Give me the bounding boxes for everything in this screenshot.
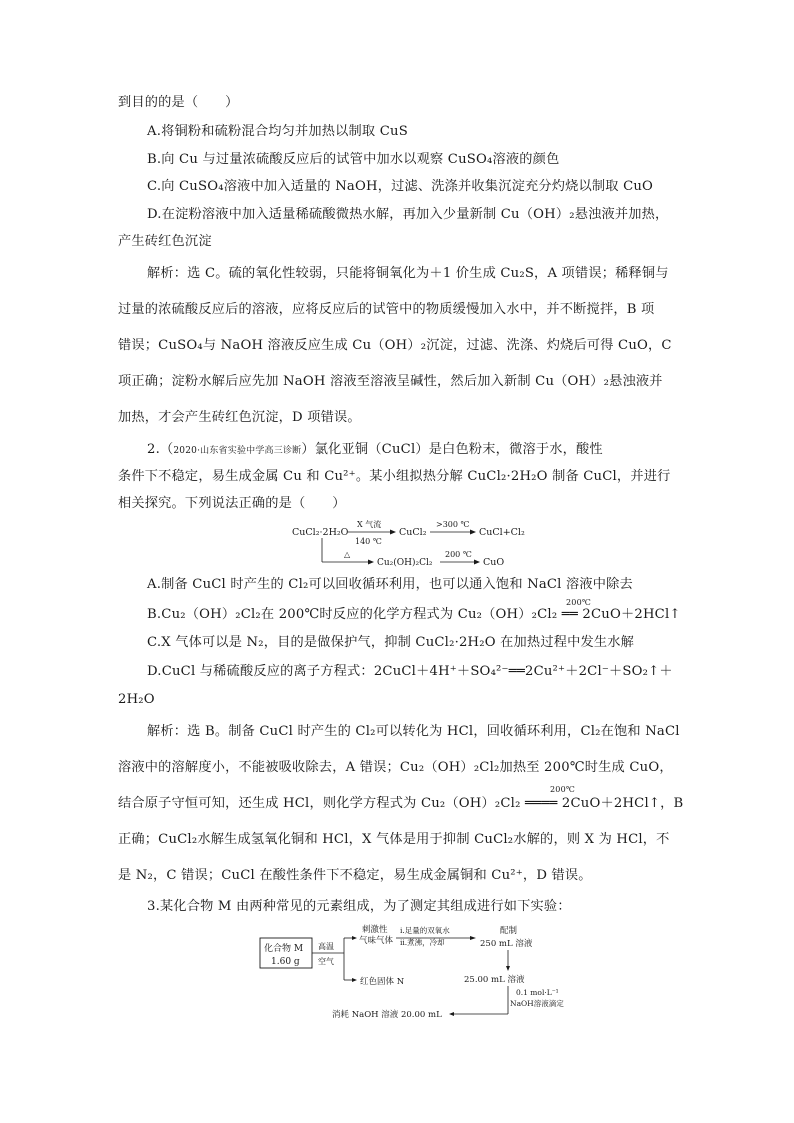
heat-condition-top: 高温 [318,942,334,951]
titration-arrow-head [449,1012,454,1016]
compound-mass: 1.60 g [271,957,300,967]
oxidation-arrow-head [470,936,476,940]
scheme-arrow-1-head [390,530,396,535]
compound-name: 化合物 M [264,944,304,954]
option-c: C.向 CuSO₄溶液中加入适量的 NaOH，过滤、洗涤并收集沉淀充分灼烧以制取 CuO [147,179,654,194]
option-2b-condition: 200℃ [566,598,592,607]
question-2-line2: 条件下不稳定，易生成金属 Cu 和 Cu²⁺。某小组拟热分解 CuCl₂·2H₂O 制备 CuCl，并进行 [118,469,671,484]
question-number: 2.（ [147,442,174,457]
option-a: A.将铜粉和硫粉混合均匀并加热以制取 CuS [147,124,408,139]
experiment-flowchart [258,920,588,1025]
option-2d: D.CuCl 与稀硫酸反应的离子方程式：2CuCl＋4H⁺＋SO₄²⁻══2Cu²⁺＋2Cl⁻＋SO₂↑＋ [147,664,673,679]
scheme-arrow-3-head [474,560,480,565]
analysis-2-line1: 解析：选 B。制备 CuCl 时产生的 Cl₂可以转化为 HCl，回收循环利用，Cl₂在饱和 NaCl [147,724,680,739]
analysis-1-line3: 错误；CuSO₄与 NaOH 溶液反应生成 Cu（OH）₂沉淀，过滤、洗涤、灼烧后可得 CuO，C [118,338,672,353]
analysis-2-line2: 溶液中的溶解度小，不能被吸收除去，A 错误；Cu₂（OH）₂Cl₂加热至 200℃时生成 CuO， [118,760,673,775]
analysis-1-line1: 解析：选 C。硫的氧化性较弱，只能将铜氧化为＋1 价生成 Cu₂S，A 项错误；稀释铜与 [147,266,669,281]
question-3-stem: 3.某化合物 M 由两种常见的元素组成，为了测定其组成进行如下实验： [147,899,571,914]
scheme-start: CuCl₂·2H₂O [292,527,349,538]
scheme-arrow-2-top: >300 ℃ [436,520,470,529]
solution-25: 25.00 mL 溶液 [464,975,525,985]
scheme-final: CuO [483,557,505,568]
option-d-cont: 产生砖红色沉淀 [118,234,212,249]
question-source: 2020·山东省实验中学高三诊断 [173,446,302,456]
analysis-2-line5: 是 N₂，C 错误；CuCl 在酸性条件下不稳定，易生成金属铜和 Cu²⁺，D 错误。 [118,868,592,883]
option-d: D.在淀粉溶液中加入适量稀硫酸微热水解，再加入少量新制 Cu（OH）₂悬浊液并加热， [147,207,669,222]
heat-condition-bottom: 空气 [318,957,334,966]
question-2-line1 [147,440,707,461]
titrant-concentration: 0.1 mol·L⁻¹ [516,988,559,997]
scheme-arrow-2-head [470,530,476,535]
titration-result: 消耗 NaOH 溶液 20.00 mL [332,1010,442,1020]
dilution-arrow-head [506,966,510,971]
gas-branch-head [352,936,357,940]
analysis-1-line5: 加热，才会产生砖红色沉淀，D 项错误。 [118,410,361,425]
analysis-2-line4: 正确；CuCl₂水解生成氢氧化铜和 HCl，X 气体是用于抑制 CuCl₂水解的，则 X 为 HCl，不 [118,832,670,847]
red-solid: 红色固体 N [360,977,405,987]
prep-label: 配制 [500,926,518,936]
scheme-branch-label: △ [344,550,351,559]
titrant-name: NaOH溶液滴定 [510,999,564,1008]
reaction-scheme [290,516,550,572]
oxidation-step-2: ⅱ.煮沸，冷却 [400,938,445,947]
question-2-text: ）氯化亚铜（CuCl）是白色粉末，微溶于水，酸性 [301,442,603,457]
scheme-arrow-1-bottom: 140 ℃ [355,537,382,546]
scheme-mid: CuCl₂ [399,527,427,538]
solid-branch-head [352,978,357,982]
scheme-branch-product: Cu₂(OH)₂Cl₂ [377,558,433,568]
option-2a: A.制备 CuCl 时产生的 Cl₂可以回收循环利用，也可以通入饱和 NaCl 溶液中除去 [147,577,633,592]
question-stem-tail: 到目的的是（ ） [118,95,239,110]
option-b: B.向 Cu 与过量浓硫酸反应后的试管中加水以观察 CuSO₄溶液的颜色 [147,152,560,167]
question-2-line3: 相关探究。下列说法正确的是（ ） [118,496,346,511]
gas-label-1: 刺激性 [362,925,388,935]
analysis-2-condition: 200℃ [550,785,576,794]
scheme-arrow-1-top: X 气流 [357,520,382,529]
scheme-branch-arrow-head [368,560,374,565]
gas-label-2: 气味气体 [359,936,394,946]
option-2c: C.X 气体可以是 N₂，目的是做保护气，抑制 CuCl₂·2H₂O 在加热过程中发生水解 [147,635,635,650]
scheme-end: CuCl+Cl₂ [479,527,525,538]
analysis-1-line2: 过量的浓硫酸反应后的溶液，应将反应后的试管中的物质缓慢加入水中，并不断搅拌，B 项 [118,302,655,317]
option-2b: B.Cu₂（OH）₂Cl₂在 200℃时反应的化学方程式为 Cu₂（OH）₂Cl₂ ══ 2CuO＋2HCl↑ [147,607,681,622]
analysis-1-line4: 项正确；淀粉水解后应先加 NaOH 溶液至溶液呈碱性，然后加入新制 Cu（OH）₂悬浊液并 [118,374,663,389]
option-2d-cont: 2H₂O [118,692,155,707]
scheme-arrow-3-top: 200 ℃ [445,550,472,559]
solution-250: 250 mL 溶液 [480,939,533,949]
analysis-2-line3: 结合原子守恒可知，还生成 HCl，则化学方程式为 Cu₂（OH）₂Cl₂ ════ 2CuO＋2HCl↑，B [118,796,684,811]
oxidation-step-1: ⅰ.足量的双氧水 [400,926,450,935]
